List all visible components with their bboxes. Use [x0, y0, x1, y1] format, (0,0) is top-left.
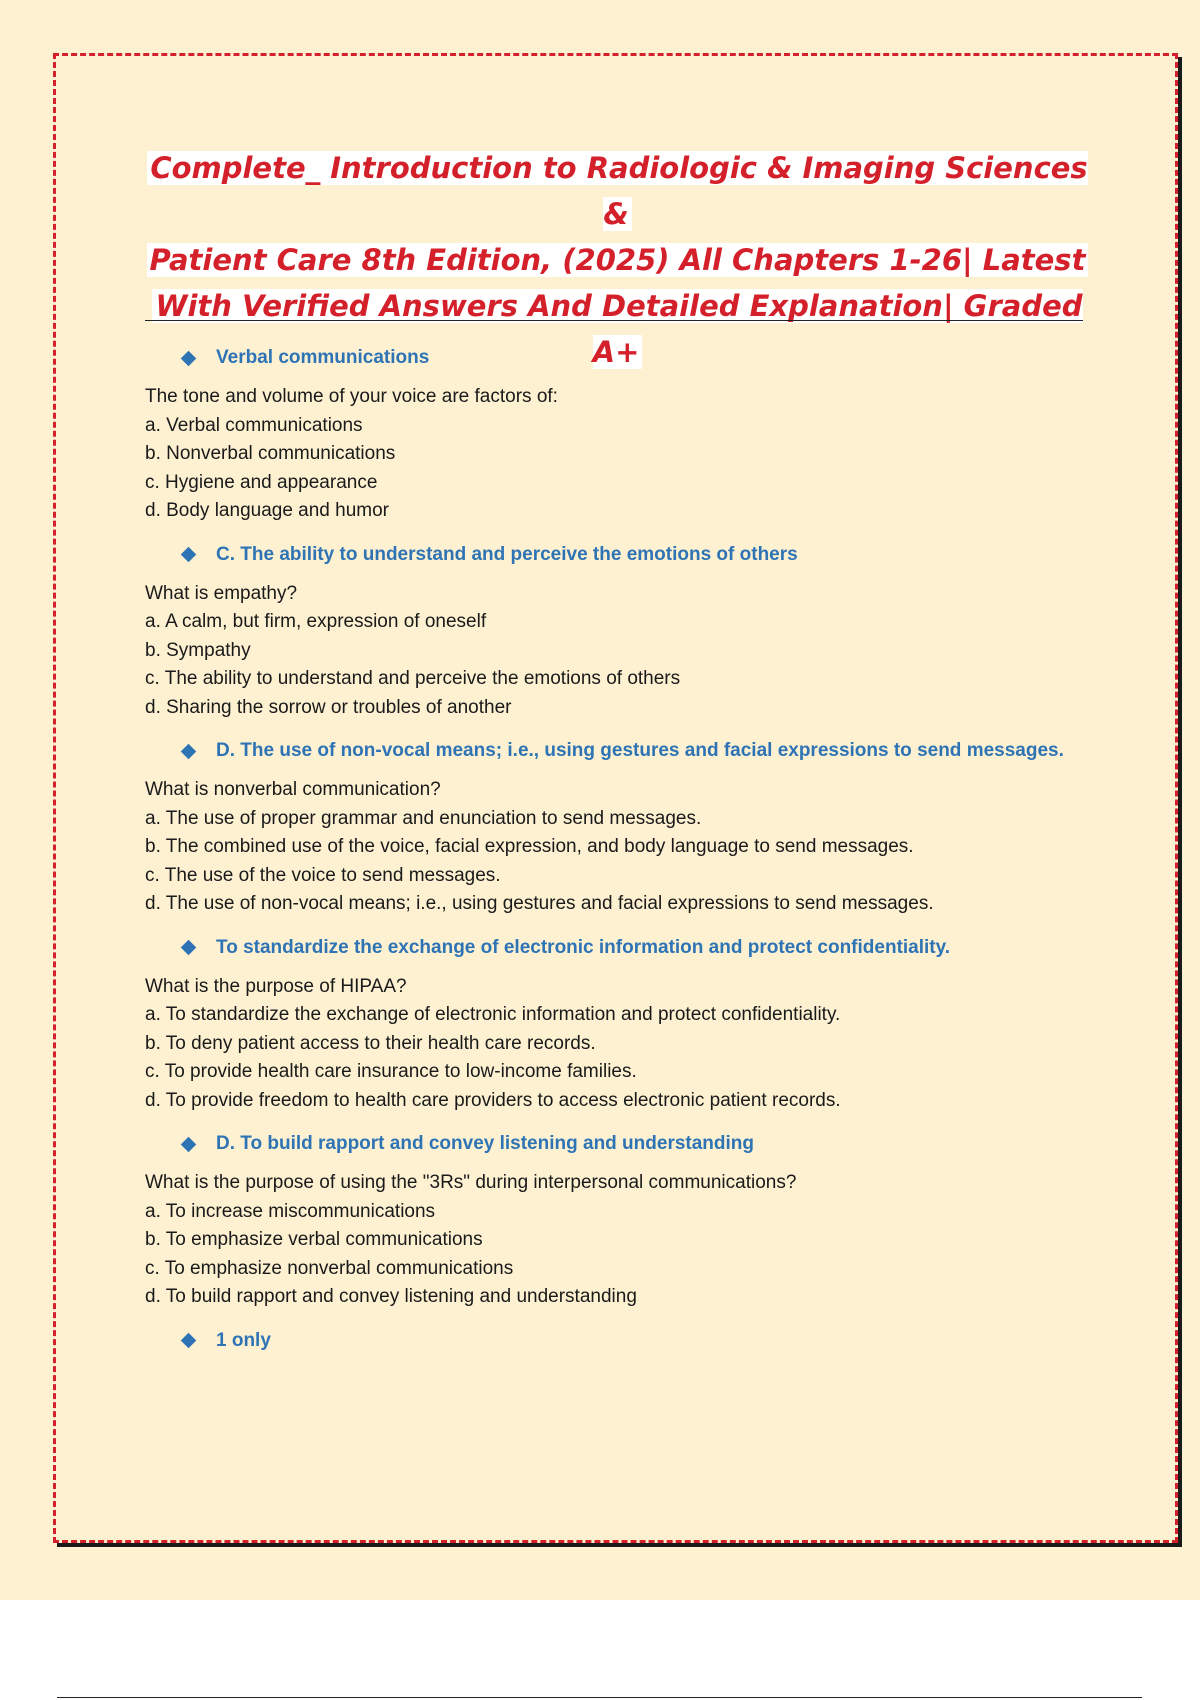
option-list [145, 805, 1085, 919]
option-item: b. The combined use of the voice, facial expression, and body language to send messages. [145, 836, 914, 857]
option-list [145, 1001, 1085, 1115]
option-item: d. To build rapport and convey listening and understanding [145, 1286, 637, 1307]
option-item: a. To increase miscommunications [145, 1200, 436, 1222]
question-block [145, 383, 1085, 526]
question-block [145, 973, 1085, 1116]
question-block [145, 580, 1085, 723]
option-item: b. Nonverbal communications [145, 443, 396, 464]
question-text: What is empathy? [145, 582, 298, 604]
diamond-bullet-icon [181, 940, 197, 956]
option-item: d. To provide freedom to health care providers to access electronic patient records. [145, 1089, 841, 1111]
option-item: a. Verbal communications [145, 414, 363, 436]
answer-heading [183, 931, 1085, 965]
title-divider [145, 320, 1083, 321]
option-item: a. To standardize the exchange of electronic information and protect confidentiality. [145, 1004, 841, 1025]
question-text: What is the purpose of using the "3Rs" during interpersonal communications? [145, 1172, 797, 1193]
answer-heading [183, 734, 1085, 768]
option-item: d. Body language and humor [145, 500, 390, 521]
title-line-1: Complete_ Introduction to Radiologic & Imaging Sciences & [147, 151, 1087, 231]
option-item: c. The use of the voice to send messages. [145, 864, 501, 886]
option-item: c. The ability to understand and perceive the emotions of others [145, 668, 681, 689]
question-block [145, 1169, 1085, 1312]
option-item: c. To provide health care insurance to low-income families. [145, 1061, 637, 1082]
page-bottom-rule [57, 1697, 1142, 1698]
answer-text: D. To build rapport and convey listening and understanding [216, 1133, 755, 1154]
answer-text: C. The ability to understand and perceive the emotions of others [216, 543, 798, 565]
question-text: What is nonverbal communication? [145, 779, 441, 800]
title-line-2: Patient Care 8th Edition, (2025) All Chapters 1-26| Latest [147, 243, 1089, 277]
option-item: a. The use of proper grammar and enunciation to send messages. [145, 807, 702, 829]
option-item: a. A calm, but firm, expression of oneself [145, 611, 487, 632]
answer-text: D. The use of non-vocal means; i.e., using gestures and facial expressions to send messages. [216, 740, 1064, 761]
answer-heading [183, 1127, 1085, 1161]
diamond-bullet-icon [181, 1136, 197, 1152]
option-item: c. Hygiene and appearance [145, 471, 378, 493]
option-item: d. The use of non-vocal means; i.e., using gestures and facial expressions to send messages. [145, 893, 934, 914]
answer-heading [183, 341, 1085, 375]
option-item: b. To deny patient access to their health care records. [145, 1032, 596, 1054]
option-list [145, 412, 1085, 526]
diamond-bullet-icon [181, 1333, 197, 1349]
answer-heading [183, 1324, 1085, 1358]
option-item: c. To emphasize nonverbal communications [145, 1257, 514, 1279]
option-list [145, 1198, 1085, 1312]
answer-text: Verbal communications [216, 347, 430, 368]
question-text: What is the purpose of HIPAA? [145, 975, 407, 997]
diamond-bullet-icon [181, 547, 197, 563]
qa-list [145, 341, 1085, 1366]
title-line-3: With Verified Answers And Detailed Explanation| Graded A+ [152, 289, 1082, 369]
option-item: b. Sympathy [145, 639, 251, 661]
answer-text: 1 only [216, 1329, 271, 1351]
option-item: d. Sharing the sorrow or troubles of another [145, 696, 512, 718]
question-text: The tone and volume of your voice are factors of: [145, 386, 558, 407]
answer-text: To standardize the exchange of electronic information and protect confidentiality. [216, 936, 951, 958]
option-item: b. To emphasize verbal communications [145, 1229, 483, 1250]
answer-heading [183, 538, 1085, 572]
diamond-bullet-icon [181, 350, 197, 366]
question-block [145, 776, 1085, 919]
diamond-bullet-icon [181, 743, 197, 759]
option-list [145, 608, 1085, 722]
